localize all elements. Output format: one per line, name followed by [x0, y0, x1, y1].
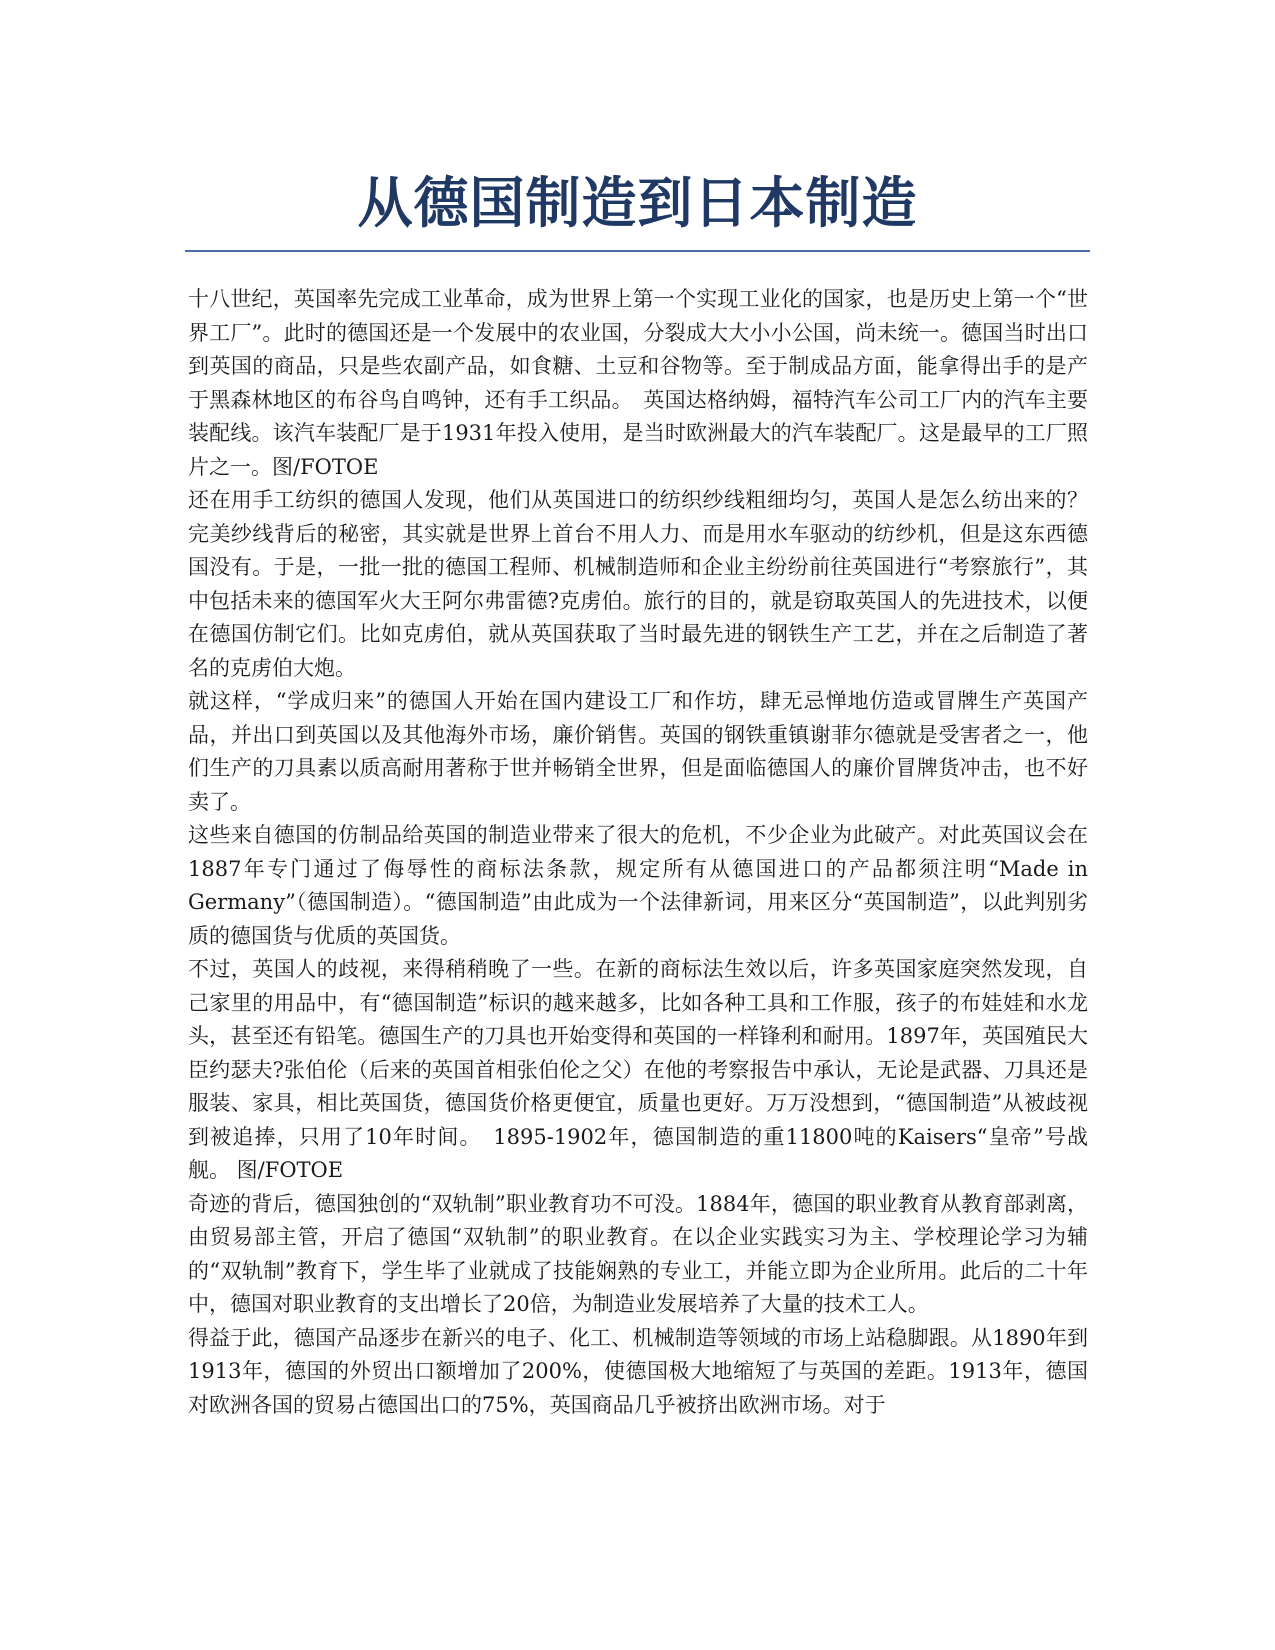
page-title: 从德国制造到日本制造 [357, 171, 918, 235]
paragraph-4: 这些来自德国的仿制品给英国的制造业带来了很大的危机，不少企业为此破产。对此英国议会在1887年专门通过了侮辱性的商标法条款，规定所有从德国进口的产品都须注明“Made in Germany”（德国制造）。“德国制造”由此成为一个法律新词，用来区分“英国制造”，以此判别劣质的德国货与优质的英国货。 [188, 823, 1088, 948]
title-divider [185, 250, 1090, 252]
article-body [188, 283, 1088, 1422]
paragraph-7: 得益于此，德国产品逐步在新兴的电子、化工、机械制造等领域的市场上站稳脚跟。从1890年到1913年，德国的外贸出口额增加了200%，使德国极大地缩短了与英国的差距。1913年，德国对欧洲各国的贸易占德国出口的75%，英国商品几乎被挤出欧洲市场。对于 [188, 1325, 1088, 1417]
paragraph-5: 不过，英国人的歧视，来得稍稍晚了一些。在新的商标法生效以后，许多英国家庭突然发现，自己家里的用品中，有“德国制造”标识的越来越多，比如各种工具和工作服，孩子的布娃娃和水龙头，甚至还有铅笔。德国生产的刀具也开始变得和英国的一样锋利和耐用。1897年，英国殖民大臣约瑟夫?张伯伦（后来的英国首相张伯伦之父）在他的考察报告中承认，无论是武器、刀具还是服装、家具，相比英国货，德国货价格更便宜，质量也更好。万万没想到，“德国制造”从被歧视到被追捧，只用了10年时间。 1895-1902年，德国制造的重11800吨的Kaisers“皇帝”号战舰。 图/FOTOE [188, 957, 1088, 1182]
paragraph-3: 就这样，“学成归来”的德国人开始在国内建设工厂和作坊，肆无忌惮地仿造或冒牌生产英国产品，并出口到英国以及其他海外市场，廉价销售。英国的钢铁重镇谢菲尔德就是受害者之一，他们生产的刀具素以质高耐用著称于世并畅销全世界，但是面临德国人的廉价冒牌货冲击，也不好卖了。 [188, 689, 1088, 814]
paragraph-2: 还在用手工纺织的德国人发现，他们从英国进口的纺织纱线粗细均匀，英国人是怎么纺出来的？完美纱线背后的秘密，其实就是世界上首台不用人力、而是用水车驱动的纺纱机，但是这东西德国没有。于是，一批一批的德国工程师、机械制造师和企业主纷纷前往英国进行“考察旅行”，其中包括未来的德国军火大王阿尔弗雷德?克虏伯。旅行的目的，就是窃取英国人的先进技术，以便在德国仿制它们。比如克虏伯，就从英国获取了当时最先进的钢铁生产工艺，并在之后制造了著名的克虏伯大炮。 [188, 488, 1088, 680]
paragraph-1: 十八世纪，英国率先完成工业革命，成为世界上第一个实现工业化的国家，也是历史上第一个“世界工厂”。此时的德国还是一个发展中的农业国，分裂成大大小小公国，尚未统一。德国当时出口到英国的商品，只是些农副产品，如食糖、土豆和谷物等。至于制成品方面，能拿得出手的是产于黑森林地区的布谷鸟自鸣钟，还有手工织品。 英国达格纳姆，福特汽车公司工厂内的汽车主要装配线。该汽车装配厂是于1931年投入使用，是当时欧洲最大的汽车装配厂。这是最早的工厂照片之一。图/FOTOE [188, 287, 1088, 479]
paragraph-6: 奇迹的背后，德国独创的“双轨制”职业教育功不可没。1884年，德国的职业教育从教育部剥离，由贸易部主管，开启了德国“双轨制”的职业教育。在以企业实践实习为主、学校理论学习为辅的“双轨制”教育下，学生毕了业就成了技能娴熟的专业工，并能立即为企业所用。此后的二十年中，德国对职业教育的支出增长了20倍，为制造业发展培养了大量的技术工人。 [188, 1191, 1088, 1316]
